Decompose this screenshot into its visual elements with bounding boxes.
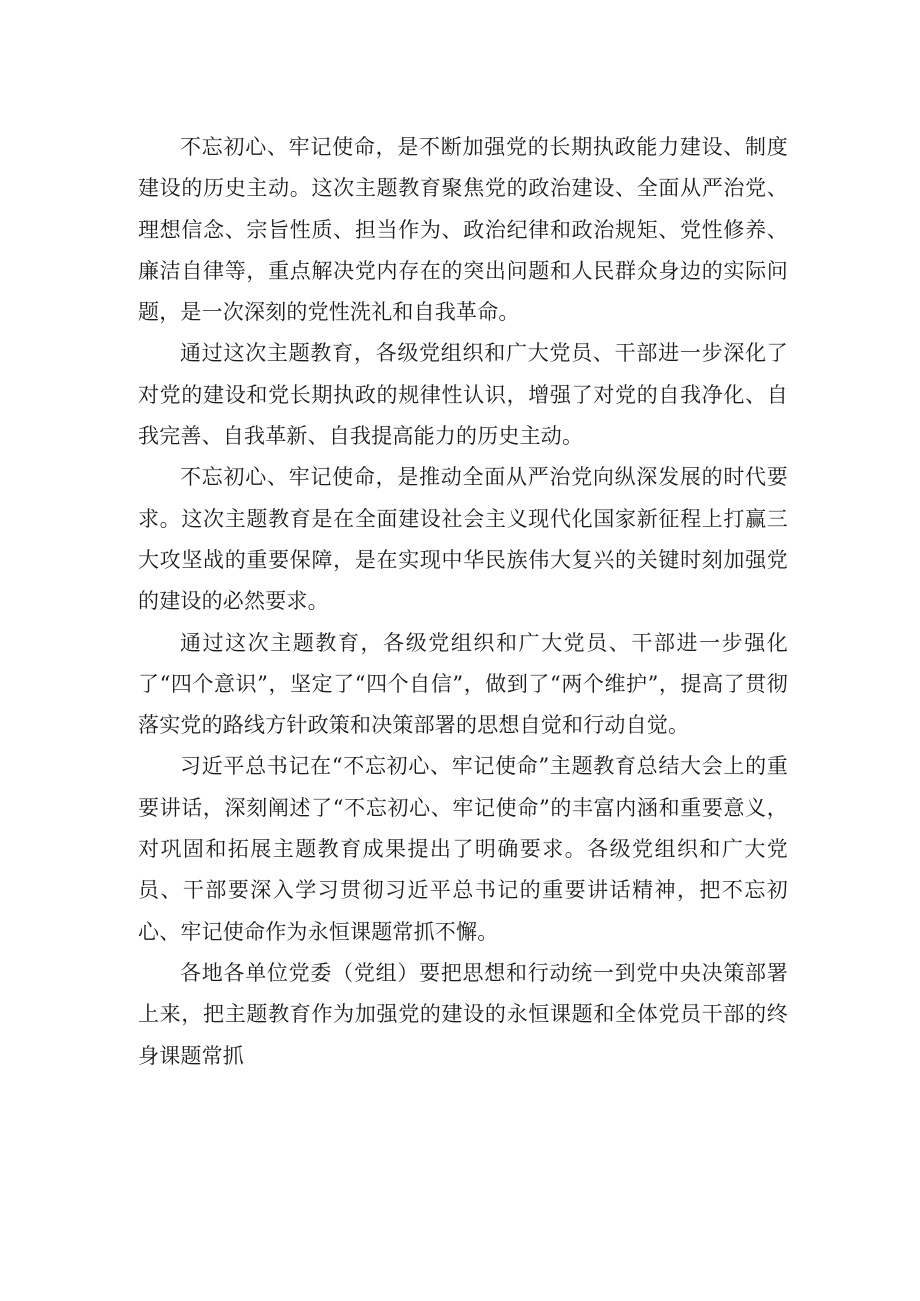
paragraph-4: 通过这次主题教育，各级党组织和广大党员、干部进一步强化了“四个意识”，坚定了“四个自信”，做到了“两个维护”，提高了贯彻落实党的路线方针政策和决策部署的思想自觉和行动自觉。: [138, 630, 788, 738]
paragraph-5: 习近平总书记在“不忘初心、牢记使命”主题教育总结大会上的重要讲话，深刻阐述了“不忘初心、牢记使命”的丰富内涵和重要意义，对巩固和拓展主题教育成果提出了明确要求。各级党组织和广大党员、干部要深入学习贯彻习近平总书记的重要讲话精神，把不忘初心、牢记使命作为永恒课题常抓不懈。: [138, 754, 788, 944]
paragraph-1: 不忘初心、牢记使命，是不断加强党的长期执政能力建设、制度建设的历史主动。这次主题教育聚焦党的政治建设、全面从严治党、理想信念、宗旨性质、担当作为、政治纪律和政治规矩、党性修养、廉洁自律等，重点解决党内存在的突出问题和人民群众身边的实际问题，是一次深刻的党性洗礼和自我革命。: [138, 135, 788, 325]
paragraph-6: 各地各单位党委（党组）要把思想和行动统一到党中央决策部署上来，把主题教育作为加强党的建设的永恒课题和全体党员干部的终身课题常抓: [138, 960, 788, 1068]
paragraph-3: 不忘初心、牢记使命，是推动全面从严治党向纵深发展的时代要求。这次主题教育是在全面建设社会主义现代化国家新征程上打赢三大攻坚战的重要保障，是在实现中华民族伟大复兴的关键时刻加强党的建设的必然要求。: [138, 465, 788, 614]
document-body: [138, 127, 788, 1077]
paragraph-2: 通过这次主题教育，各级党组织和广大党员、干部进一步深化了对党的建设和党长期执政的规律性认识，增强了对党的自我净化、自我完善、自我革新、自我提高能力的历史主动。: [138, 341, 788, 449]
